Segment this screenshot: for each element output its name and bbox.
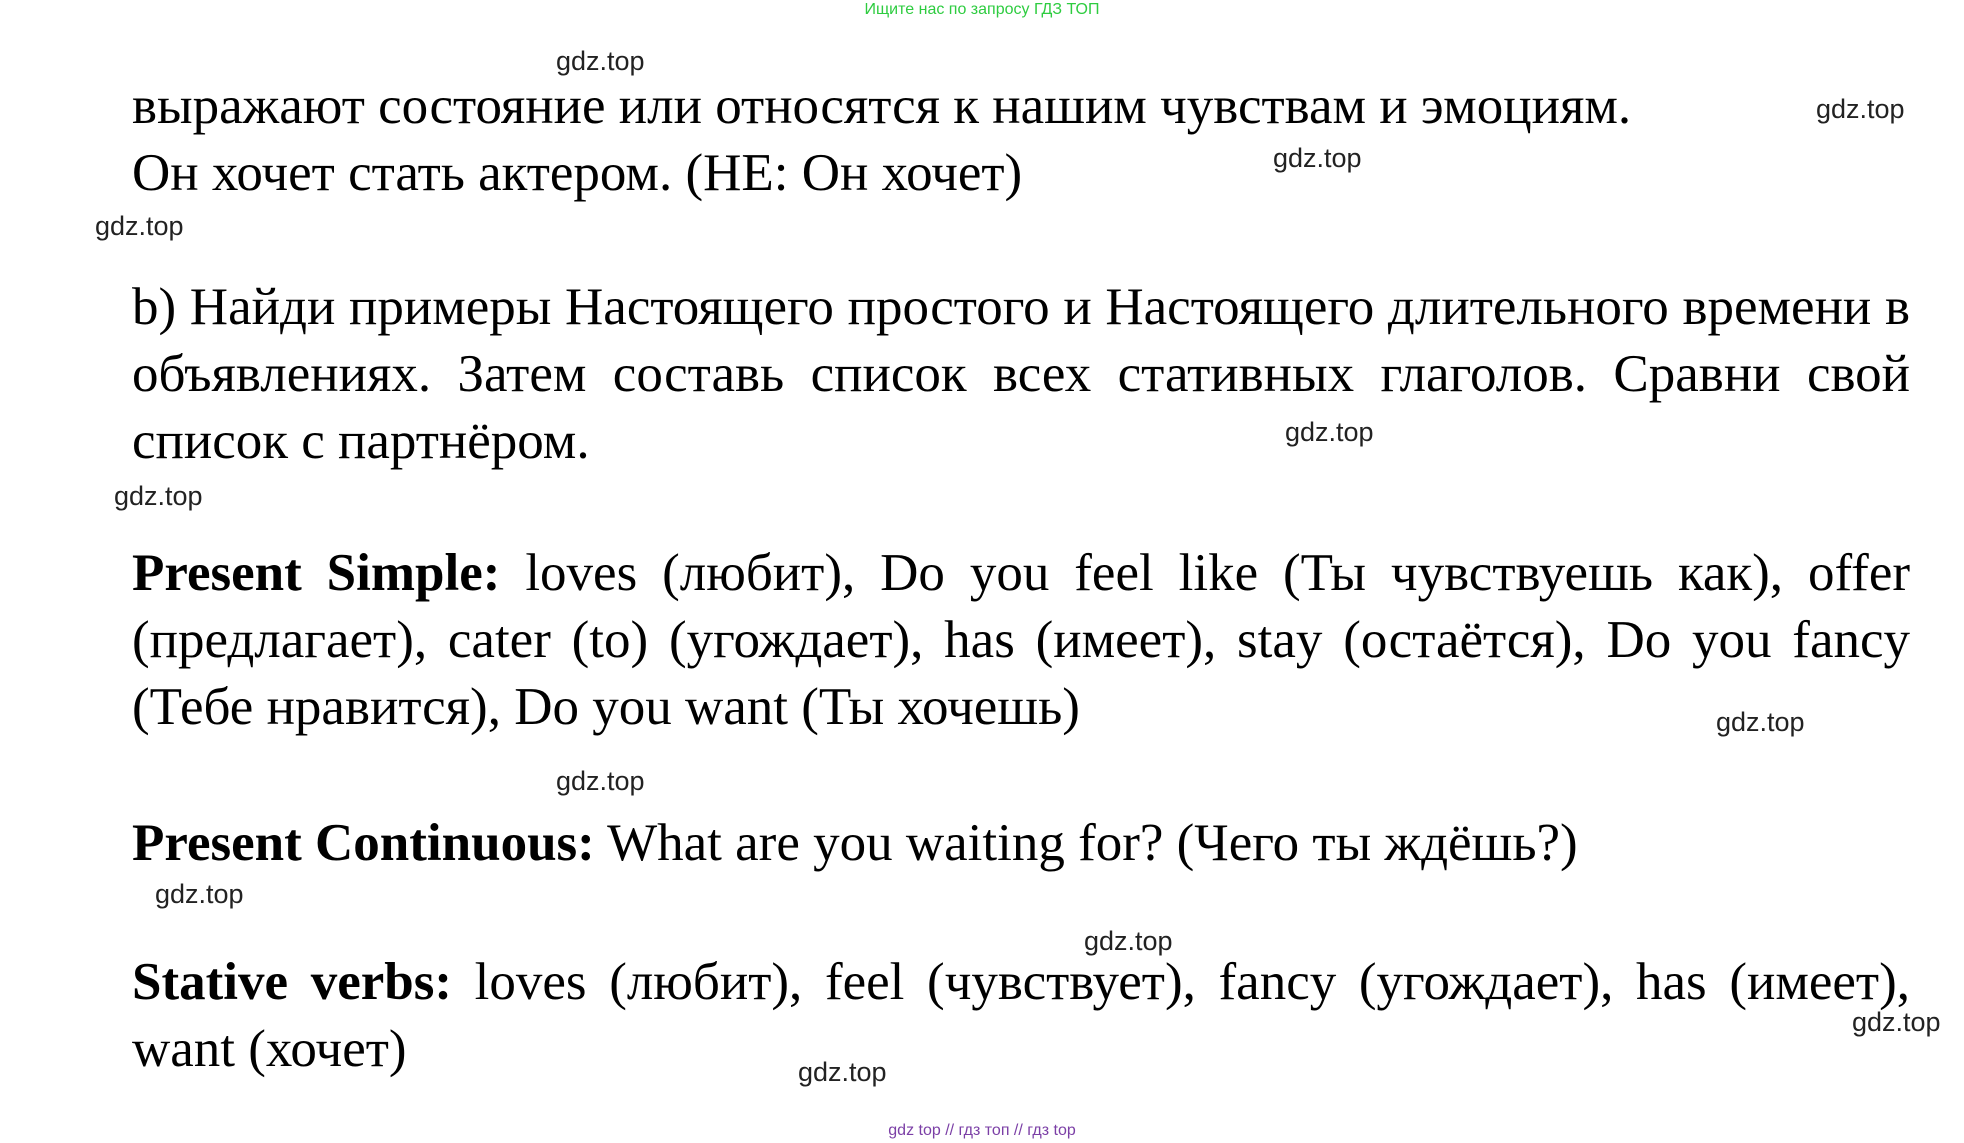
top-banner: Ищите нас по запросу ГДЗ ТОП [864, 1, 1100, 18]
watermark: gdz.top [556, 46, 645, 76]
watermark: gdz.top [1852, 1007, 1941, 1037]
present-simple-text: loves (любит), Do you feel like (Ты чувствуешь как), offer (предлагает), cater (to) (угождает), has (имеет), stay (остаётся), Do you fancy (Тебе нравится), Do you want (Ты хочешь) [132, 544, 1911, 736]
present-continuous-label: Present Continuous: [132, 814, 595, 872]
present-simple-paragraph [132, 540, 1910, 741]
present-continuous-paragraph [132, 810, 1910, 877]
intro-line-2: Он хочет стать актером. (НЕ: Он хочет) [132, 144, 1023, 202]
watermark: gdz.top [556, 766, 645, 796]
stative-verbs-paragraph [132, 949, 1910, 1083]
present-continuous-text: What are you waiting for? (Чего ты ждёшь?) [594, 814, 1578, 872]
watermark: gdz.top [1084, 926, 1173, 956]
footer-links: gdz top // гдз топ // гдз top [888, 1122, 1076, 1139]
watermark: gdz.top [95, 211, 184, 241]
stative-verbs-label: Stative verbs: [132, 953, 452, 1011]
stative-verbs-text: loves (любит), feel (чувствует), fancy (угождает), has (имеет), want (хочет) [132, 953, 1910, 1078]
watermark: gdz.top [1716, 707, 1805, 737]
watermark: gdz.top [1816, 94, 1905, 124]
watermark: gdz.top [798, 1057, 887, 1087]
task-paragraph: b) Найди примеры Настоящего простого и Настоящего длительного времени в объявлениях. Затем составь список всех стативных глаголов. Сравни свой список с партнёром. [132, 278, 1910, 470]
watermark: gdz.top [1273, 143, 1362, 173]
watermark: gdz.top [114, 481, 203, 511]
present-simple-label: Present Simple: [132, 544, 501, 602]
watermark: gdz.top [1285, 417, 1374, 447]
watermark: gdz.top [155, 879, 244, 909]
intro-line-1: выражают состояние или относятся к нашим чувствам и эмоциям. [132, 77, 1632, 135]
